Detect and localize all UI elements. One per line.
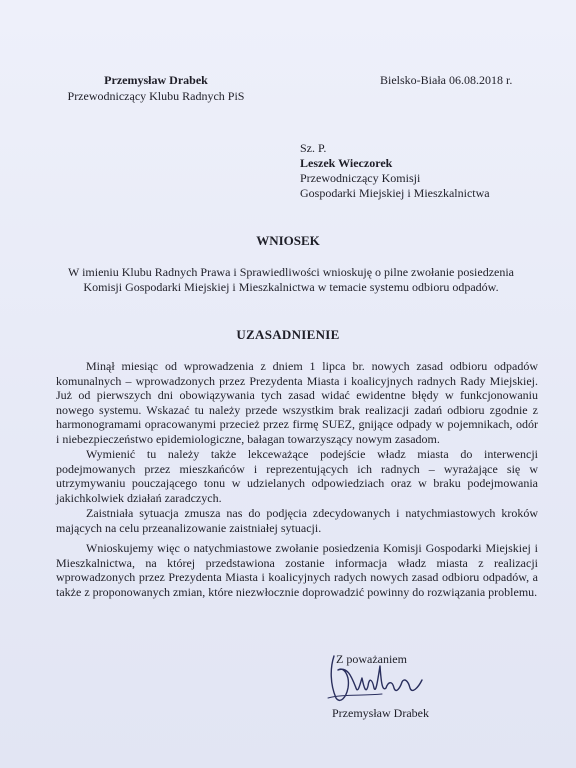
recipient-block: [300, 141, 490, 201]
justification-paragraph-4: Wnioskujemy więc o natychmiastowe zwołanie posiedzenia Komisji Gospodarki Miejskiej i Mieszkalnictwa, na której przedstawiona zostanie informacja władz miasta z realizacji wprowadzonych przez Prezydenta Miasta i koalicyjnych radych nowych zasad odbioru odpadów, a także z proponowanych zmian, które niezwłocznie doprowadzić powinny do rozwiązania problemu.: [56, 541, 538, 599]
handwritten-signature: [322, 648, 432, 708]
recipient-role-line2: Gospodarki Miejskiej i Mieszkalnictwa: [300, 186, 490, 200]
justification-paragraph-3: Zaistniała sytuacja zmusza nas do podjęcia zdecydowanych i natychmiastowych kroków mających na celu przeanalizowanie zaistniałej sytuacji.: [56, 506, 538, 535]
sender-name: Przemysław Drabek: [104, 73, 208, 87]
recipient-name: Leszek Wieczorek: [300, 156, 393, 170]
signer-name: Przemysław Drabek: [332, 706, 429, 720]
recipient-role-line1: Przewodniczący Komisji: [300, 171, 421, 185]
document-title: WNIOSEK: [256, 233, 320, 248]
sender-block: [46, 72, 266, 104]
justification-paragraph-1: Minął miesiąc od wprowadzenia z dniem 1 lipca br. nowych zasad odbioru odpadów komunalnych – wprowadzonych przez Prezydenta Miasta i koalicyjnych radnych Rady Miejskiej. Już od pierwszych dni obowiązywania tych zasad widać ewidentne błędy w funkcjonowaniu nowego systemu. Wskazać tu należy przede wszystkim brak realizacji zadań odbioru zgodnie z harmonogramami opracowanymi przecież przez firmę SUEZ, gnijące odpady w pojemnikach, odór i niebezpieczeństwo epidemiologiczne, bałagan towarzyszący nowym zasadom.: [56, 359, 538, 446]
recipient-salutation: Sz. P.: [300, 141, 327, 155]
request-text: W imieniu Klubu Radnych Prawa i Sprawiedliwości wnioskuję o pilne zwołanie posiedzenia Komisji Gospodarki Miejskiej i Mieszkalnictwa w temacie systemu odbioru odpadów.: [67, 265, 514, 294]
sender-role: Przewodniczący Klubu Radnych PiS: [67, 89, 245, 103]
justification-heading: UZASADNIENIE: [236, 327, 340, 342]
place-date: Bielsko-Biała 06.08.2018 r.: [380, 73, 513, 87]
justification-paragraph-2: Wymienić tu należy także lekceważące podejście władz miasta do interwencji podejmowanych przez mieszkańców i reprezentujących ich radnych – wyrażające się w utrzymywaniu pouczającego tonu w udzielanych odpowiedziach oraz w braku podejmowania jakichkolwiek działań zaradczych.: [56, 447, 538, 505]
closing-text: Z poważaniem: [336, 652, 407, 666]
